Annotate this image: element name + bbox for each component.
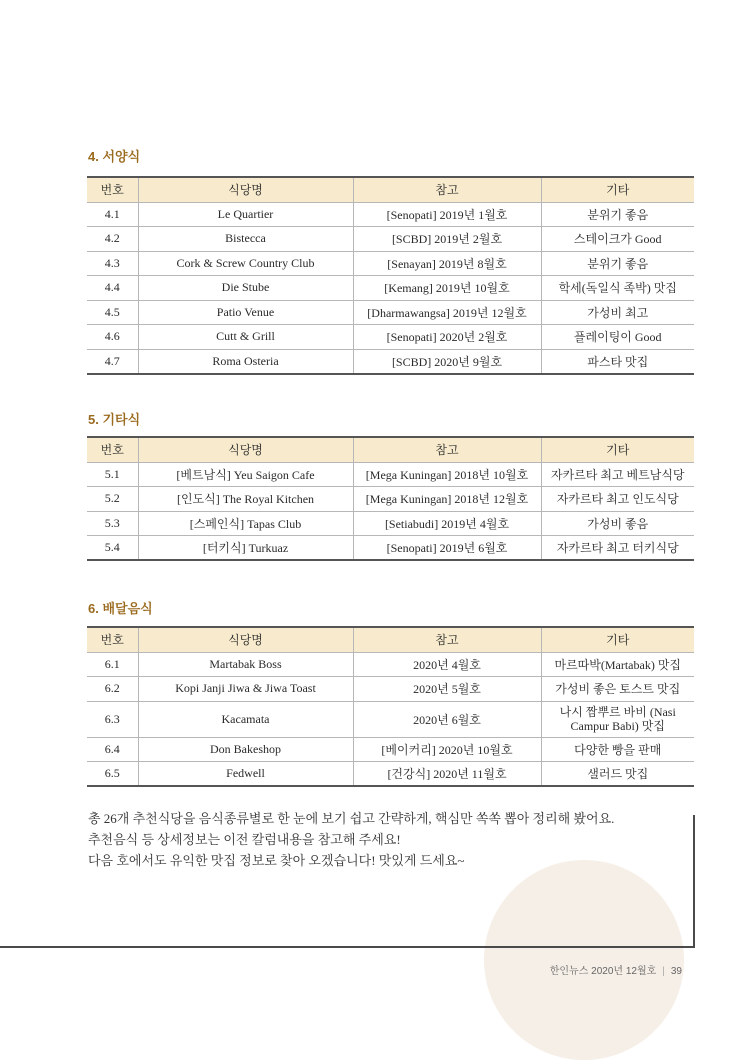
cell-number: 5.1 (87, 462, 138, 487)
cell-note: 마르따박(Martabak) 맛집 (541, 652, 694, 677)
table-row (87, 202, 694, 227)
closing-line: 추천음식 등 상세정보는 이전 칼럼내용을 참고해 주세요! (88, 832, 401, 847)
closing-paragraph (88, 808, 688, 871)
cell-restaurant: Cutt & Grill (138, 325, 353, 350)
cell-restaurant: Martabak Boss (138, 652, 353, 677)
table-row (87, 300, 694, 325)
cell-reference: [SCBD] 2020년 9월호 (353, 349, 541, 374)
page-number: 39 (670, 966, 682, 977)
cell-number: 4.6 (87, 325, 138, 350)
cell-restaurant: Die Stube (138, 276, 353, 301)
cell-note: 플레이팅이 Good (541, 325, 694, 350)
header-restaurant: 식당명 (138, 177, 353, 202)
cell-reference: 2020년 5월호 (353, 677, 541, 702)
cell-reference: [Mega Kuningan] 2018년 10월호 (353, 462, 541, 487)
closing-line: 총 26개 추천식당을 음식종류별로 한 눈에 보기 쉽고 간략하게, 핵심만 쏙쏙 뽑아 정리해 봤어요. (88, 811, 615, 826)
table-row (87, 737, 694, 762)
table-row (87, 276, 694, 301)
cell-number: 4.1 (87, 202, 138, 227)
cell-number: 6.3 (87, 701, 138, 737)
cell-restaurant: Le Quartier (138, 202, 353, 227)
header-number: 번호 (87, 627, 138, 652)
cell-reference: [Dharmawangsa] 2019년 12월호 (353, 300, 541, 325)
section-title-delivery: 6. 배달음식 (88, 601, 153, 616)
cell-reference: [Kemang] 2019년 10월호 (353, 276, 541, 301)
decorative-circle (484, 860, 684, 1060)
cell-reference: [건강식] 2020년 11월호 (353, 762, 541, 787)
cell-note: 스테이크가 Good (541, 227, 694, 252)
cell-reference: [Senayan] 2019년 8월호 (353, 251, 541, 276)
cell-restaurant: [스페인식] Tapas Club (138, 511, 353, 536)
cell-number: 6.1 (87, 652, 138, 677)
cell-number: 4.5 (87, 300, 138, 325)
header-reference: 참고 (353, 437, 541, 462)
cell-number: 6.5 (87, 762, 138, 787)
cell-note: 학세(독일식 족박) 맛집 (541, 276, 694, 301)
cell-restaurant: Bistecca (138, 227, 353, 252)
table-header-row (87, 627, 694, 652)
cell-reference: [Senopati] 2019년 1월호 (353, 202, 541, 227)
cell-number: 4.2 (87, 227, 138, 252)
cell-note: 자카르타 최고 베트남식당 (541, 462, 694, 487)
header-note: 기타 (541, 627, 694, 652)
cell-note: 파스타 맛집 (541, 349, 694, 374)
table-row (87, 762, 694, 787)
table-row (87, 652, 694, 677)
table-western (87, 176, 694, 375)
table-row (87, 227, 694, 252)
cell-reference: [베이커리] 2020년 10월호 (353, 737, 541, 762)
cell-number: 4.4 (87, 276, 138, 301)
footer-separator: | (662, 966, 665, 977)
cell-reference: [Mega Kuningan] 2018년 12월호 (353, 487, 541, 512)
header-reference: 참고 (353, 177, 541, 202)
page-footer (550, 962, 682, 977)
cell-note: 다양한 빵을 판매 (541, 737, 694, 762)
closing-line: 다음 호에서도 유익한 맛집 정보로 찾아 오겠습니다! 맛있게 드세요~ (88, 853, 465, 868)
cell-note: 자카르타 최고 터키식당 (541, 536, 694, 561)
table-row (87, 677, 694, 702)
header-number: 번호 (87, 177, 138, 202)
cell-reference: [Setiabudi] 2019년 4월호 (353, 511, 541, 536)
header-restaurant: 식당명 (138, 437, 353, 462)
cell-reference: 2020년 4월호 (353, 652, 541, 677)
table-row (87, 536, 694, 561)
table-row (87, 251, 694, 276)
section-title-western: 4. 서양식 (88, 149, 141, 164)
cell-note: 가성비 좋은 토스트 맛집 (541, 677, 694, 702)
table-row (87, 701, 694, 737)
table-row (87, 511, 694, 536)
cell-number: 4.7 (87, 349, 138, 374)
table-row (87, 462, 694, 487)
cell-restaurant: [인도식] The Royal Kitchen (138, 487, 353, 512)
cell-note: 분위기 좋음 (541, 202, 694, 227)
header-note: 기타 (541, 177, 694, 202)
cell-note: 나시 짬뿌르 바비 (Nasi Campur Babi) 맛집 (541, 701, 694, 737)
cell-number: 6.4 (87, 737, 138, 762)
cell-number: 5.3 (87, 511, 138, 536)
cell-restaurant: Patio Venue (138, 300, 353, 325)
cell-note: 분위기 좋음 (541, 251, 694, 276)
cell-note: 가성비 좋음 (541, 511, 694, 536)
cell-restaurant: Kopi Janji Jiwa & Jiwa Toast (138, 677, 353, 702)
header-restaurant: 식당명 (138, 627, 353, 652)
cell-restaurant: Cork & Screw Country Club (138, 251, 353, 276)
table-other (87, 436, 694, 561)
table-header-row (87, 437, 694, 462)
section-title-other: 5. 기타식 (88, 412, 141, 427)
cell-reference: [Senopati] 2019년 6월호 (353, 536, 541, 561)
decorative-horizontal-rule (0, 946, 695, 948)
cell-number: 5.4 (87, 536, 138, 561)
cell-reference: 2020년 6월호 (353, 701, 541, 737)
header-reference: 참고 (353, 627, 541, 652)
cell-number: 4.3 (87, 251, 138, 276)
publication-name: 한인뉴스 2020년 12월호 (549, 966, 657, 977)
cell-number: 5.2 (87, 487, 138, 512)
table-header-row (87, 177, 694, 202)
cell-note: 자카르타 최고 인도식당 (541, 487, 694, 512)
cell-number: 6.2 (87, 677, 138, 702)
table-delivery (87, 626, 694, 787)
table-row (87, 487, 694, 512)
cell-restaurant: Kacamata (138, 701, 353, 737)
cell-note: 가성비 최고 (541, 300, 694, 325)
cell-restaurant: [베트남식] Yeu Saigon Cafe (138, 462, 353, 487)
cell-restaurant: Roma Osteria (138, 349, 353, 374)
cell-note: 샐러드 맛집 (541, 762, 694, 787)
cell-reference: [Senopati] 2020년 2월호 (353, 325, 541, 350)
header-note: 기타 (541, 437, 694, 462)
cell-restaurant: Don Bakeshop (138, 737, 353, 762)
cell-restaurant: [터키식] Turkuaz (138, 536, 353, 561)
decorative-vertical-rule (693, 815, 695, 948)
table-row (87, 325, 694, 350)
header-number: 번호 (87, 437, 138, 462)
cell-reference: [SCBD] 2019년 2월호 (353, 227, 541, 252)
table-row (87, 349, 694, 374)
cell-restaurant: Fedwell (138, 762, 353, 787)
